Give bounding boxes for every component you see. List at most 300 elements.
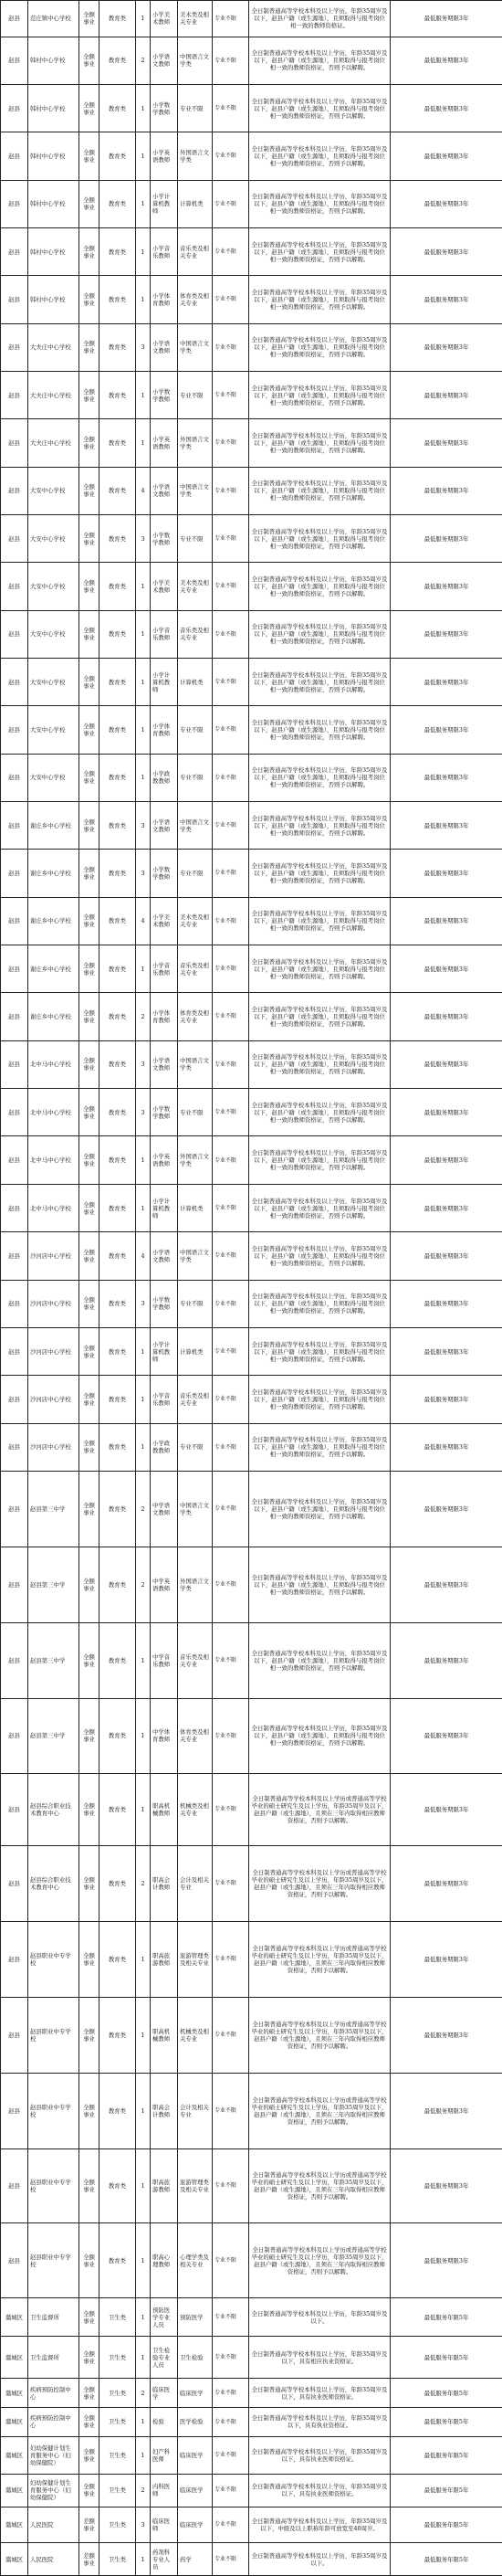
- funding-type-cell: 全额事业: [79, 1773, 99, 1845]
- category-cell: 教育类: [99, 1997, 136, 2073]
- category-cell: 教育类: [99, 1423, 136, 1471]
- table-row: [1, 1773, 502, 1845]
- requirements-cell: 全日制普通高等学校本科及以上学历或普通高等学校毕业的硕士研究生及以上学历，年龄35周岁及以下，赵县户籍（或生源地），且须在三年内取得相应教师资格证，否则予以解聘。: [249, 1997, 391, 2073]
- remarks-cell: 最低服务期限3年: [391, 1921, 502, 1997]
- unit-cell: 赵县职业中专学校: [28, 2148, 79, 2223]
- position-cell: 小学美术教师: [151, 1, 178, 37]
- funding-type-cell: 全额事业: [79, 1997, 99, 2073]
- category-cell: 教育类: [99, 802, 136, 850]
- major-cell: 中国语言文学类: [178, 1040, 213, 1088]
- major-cell: 专业不限: [178, 515, 213, 563]
- major-requirement-cell: 专业不限: [213, 323, 249, 371]
- major-requirement-cell: 专业不限: [213, 2543, 249, 2576]
- unit-cell: 谢庄乡中心学校: [28, 802, 79, 850]
- unit-cell: 赵县第三中学: [28, 1471, 79, 1547]
- major-cell: 计算机类: [178, 180, 213, 227]
- funding-type-cell: 差额事业: [79, 2543, 99, 2576]
- county-cell: 藁城区: [1, 2474, 28, 2507]
- unit-cell: 大安中心学校: [28, 659, 79, 706]
- major-requirement-cell: 专业不限: [213, 2298, 249, 2337]
- county-cell: 赵县: [1, 850, 28, 897]
- requirements-cell: 全日制普通高等学校本科及以上学历，年龄35周岁及以下，赵县户籍（或生源地），且须取得与报考岗位相一致的教师资格证，否则予以解聘。: [249, 563, 391, 610]
- funding-type-cell: 全额事业: [79, 227, 99, 275]
- county-cell: 赵县: [1, 1997, 28, 2073]
- remarks-cell: 最低服务期限3年: [391, 850, 502, 897]
- unit-cell: 赵县综合职业技术教育中心: [28, 1773, 79, 1845]
- funding-type-cell: 全额事业: [79, 1089, 99, 1136]
- major-cell: 中国语言文学类: [178, 323, 213, 371]
- count-cell: 2: [136, 1471, 151, 1547]
- major-cell: 中国语言文学类: [178, 1232, 213, 1280]
- major-cell: 会计及相关专业: [178, 2073, 213, 2148]
- requirements-cell: 全日制普通高等学校本科及以上学历，年龄35周岁及以下，赵县户籍（或生源地），且须取得与报考岗位相一致的教师资格证，否则予以解聘。: [249, 132, 391, 180]
- unit-cell: 卫生监督所: [28, 2337, 79, 2379]
- position-cell: 小学美术教师: [151, 563, 178, 610]
- remarks-cell: 最低服务年限5年: [391, 2298, 502, 2337]
- unit-cell: 大安中心学校: [28, 610, 79, 658]
- unit-cell: 谢庄乡中心学校: [28, 850, 79, 897]
- funding-type-cell: 全额事业: [79, 1184, 99, 1231]
- table-row: [1, 2148, 502, 2223]
- category-cell: 教育类: [99, 1136, 136, 1184]
- funding-type-cell: 全额事业: [79, 2298, 99, 2337]
- county-cell: 赵县: [1, 1280, 28, 1327]
- count-cell: 1: [136, 2148, 151, 2223]
- category-cell: 教育类: [99, 1845, 136, 1921]
- county-cell: 赵县: [1, 1376, 28, 1423]
- unit-cell: 范庄镇中心学校: [28, 1, 79, 37]
- requirements-cell: 全日制普通高等学校本科及以上学历，年龄35周岁及以下，赵县户籍（或生源地），且须取得与报考岗位相一致的教师资格证，否则予以解聘。: [249, 37, 391, 84]
- count-cell: 1: [136, 276, 151, 323]
- position-cell: 临床医学: [151, 2379, 178, 2408]
- funding-type-cell: 全额事业: [79, 897, 99, 945]
- major-requirement-cell: 专业不限: [213, 467, 249, 514]
- major-cell: 体育类及相关专业: [178, 1698, 213, 1773]
- county-cell: 赵县: [1, 706, 28, 754]
- position-cell: 小学体育教师: [151, 276, 178, 323]
- remarks-cell: 最低服务年限5年: [391, 2543, 502, 2576]
- position-cell: 小学语文教师: [151, 37, 178, 84]
- requirements-cell: 全日制普通高等学校本科及以上学历，年龄35周岁及以下。: [249, 2298, 391, 2337]
- major-cell: 外国语言文学类: [178, 1547, 213, 1622]
- major-cell: 中国语言文学类: [178, 1471, 213, 1547]
- county-cell: 赵县: [1, 659, 28, 706]
- position-cell: 中学英语教师: [151, 1547, 178, 1622]
- major-cell: 会计及相关专业: [178, 1845, 213, 1921]
- requirements-cell: 全日制普通高等学校本科及以上学历，年龄35周岁及以下，赵县户籍（或生源地），且须取得与报考岗位相一致的教师资格证，否则予以解聘。: [249, 897, 391, 945]
- position-cell: 小学计算机教师: [151, 1184, 178, 1231]
- position-cell: 妇产科医师: [151, 2436, 178, 2474]
- funding-type-cell: 全额事业: [79, 84, 99, 132]
- unit-cell: 疾病预防控制中心: [28, 2408, 79, 2437]
- table-row: [1, 371, 502, 418]
- count-cell: 1: [136, 1423, 151, 1471]
- requirements-cell: 全日制普通高等学校本科及以上学历，年龄35周岁及以下，赵县户籍（或生源地），且须取得与报考岗位相一致的教师资格证，否则予以解聘。: [249, 180, 391, 227]
- major-requirement-cell: 专业不限: [213, 37, 249, 84]
- table-row: [1, 2436, 502, 2474]
- funding-type-cell: 全额事业: [79, 2223, 99, 2298]
- table-row: [1, 515, 502, 563]
- position-cell: 小学英语教师: [151, 1136, 178, 1184]
- count-cell: 1: [136, 754, 151, 801]
- requirements-cell: 全日制普通高等学校本科及以上学历，年龄35周岁及以下，具有执业医师资格证。: [249, 2474, 391, 2507]
- unit-cell: 大夫庄中心学校: [28, 419, 79, 467]
- unit-cell: 大安中心学校: [28, 706, 79, 754]
- major-requirement-cell: 专业不限: [213, 180, 249, 227]
- county-cell: 赵县: [1, 610, 28, 658]
- position-cell: 小学数学教师: [151, 1089, 178, 1136]
- count-cell: 2: [136, 37, 151, 84]
- position-cell: 小学体育教师: [151, 993, 178, 1040]
- unit-cell: 妇幼保健计划生育服务中心（妇幼保健院）: [28, 2474, 79, 2507]
- funding-type-cell: 全额事业: [79, 1280, 99, 1327]
- major-requirement-cell: 专业不限: [213, 1089, 249, 1136]
- requirements-cell: 全日制普通高等学校本科及以上学历或普通高等学校毕业的硕士研究生及以上学历，年龄35周岁及以下，赵县户籍（或生源地），且须在三年内取得相应教师资格证，否则予以解聘。: [249, 2223, 391, 2298]
- major-requirement-cell: 专业不限: [213, 802, 249, 850]
- count-cell: 1: [136, 2073, 151, 2148]
- table-row: [1, 227, 502, 275]
- funding-type-cell: 全额事业: [79, 371, 99, 418]
- position-cell: 小学语文教师: [151, 467, 178, 514]
- position-cell: 小学语文教师: [151, 802, 178, 850]
- major-requirement-cell: 专业不限: [213, 706, 249, 754]
- table-row: [1, 1136, 502, 1184]
- remarks-cell: 最低服务期限3年: [391, 1547, 502, 1622]
- unit-cell: 北中马中心学校: [28, 1040, 79, 1088]
- count-cell: 1: [136, 180, 151, 227]
- major-cell: 外国语言文学类: [178, 419, 213, 467]
- position-cell: 小学数学教师: [151, 371, 178, 418]
- table-row: [1, 802, 502, 850]
- table-row: [1, 2507, 502, 2543]
- position-cell: 小学音乐教师: [151, 1376, 178, 1423]
- position-cell: 小学数学教师: [151, 850, 178, 897]
- remarks-cell: 最低服务期限3年: [391, 2073, 502, 2148]
- table-row: [1, 2073, 502, 2148]
- major-requirement-cell: 专业不限: [213, 2337, 249, 2379]
- major-requirement-cell: 专业不限: [213, 993, 249, 1040]
- funding-type-cell: 全额事业: [79, 850, 99, 897]
- category-cell: 教育类: [99, 1698, 136, 1773]
- remarks-cell: 最低服务期限3年: [391, 1232, 502, 1280]
- position-cell: 检验: [151, 2408, 178, 2437]
- major-requirement-cell: 专业不限: [213, 515, 249, 563]
- table-row: [1, 850, 502, 897]
- category-cell: 教育类: [99, 1, 136, 37]
- major-cell: 音乐类及相关专业: [178, 1376, 213, 1423]
- county-cell: 赵县: [1, 84, 28, 132]
- position-cell: 职高机械教师: [151, 1773, 178, 1845]
- funding-type-cell: 全额事业: [79, 2436, 99, 2474]
- funding-type-cell: 全额事业: [79, 323, 99, 371]
- county-cell: 赵县: [1, 323, 28, 371]
- county-cell: 赵县: [1, 1089, 28, 1136]
- category-cell: 卫生类: [99, 2408, 136, 2437]
- county-cell: 藁城区: [1, 2379, 28, 2408]
- category-cell: 卫生类: [99, 2474, 136, 2507]
- unit-cell: 沙河店中心学校: [28, 1280, 79, 1327]
- remarks-cell: 最低服务期限3年: [391, 1184, 502, 1231]
- count-cell: 1: [136, 1773, 151, 1845]
- major-cell: 专业不限: [178, 1423, 213, 1471]
- position-cell: 小学语文教师: [151, 323, 178, 371]
- major-requirement-cell: 专业不限: [213, 1997, 249, 2073]
- major-cell: 计算机类: [178, 1184, 213, 1231]
- remarks-cell: 最低服务期限3年: [391, 227, 502, 275]
- category-cell: 教育类: [99, 371, 136, 418]
- position-cell: 小学英语教师: [151, 419, 178, 467]
- funding-type-cell: 全额事业: [79, 993, 99, 1040]
- remarks-cell: 最低服务期限3年: [391, 563, 502, 610]
- county-cell: 赵县: [1, 467, 28, 514]
- requirements-cell: 全日制普通高等学校本科及以上学历或普通高等学校毕业的硕士研究生及以上学历，年龄35周岁及以下，赵县户籍（或生源地），且须在三年内取得相应教师资格证，否则予以解聘。: [249, 1921, 391, 1997]
- requirements-cell: 全日制普通高等学校本科及以上学历，年龄35周岁及以下。: [249, 2543, 391, 2576]
- requirements-cell: 全日制普通高等学校本科及以上学历，年龄35周岁及以下，赵县户籍（或生源地），且须取得与报考岗位相一致的教师资格证，否则予以解聘。: [249, 1136, 391, 1184]
- category-cell: 教育类: [99, 1280, 136, 1327]
- position-cell: 小学政教教师: [151, 1423, 178, 1471]
- requirements-cell: 全日制普通高等学校本科及以上学历，年龄35周岁及以下，赵县户籍（或生源地），且须取得与报考岗位相一致的教师资格证，否则予以解聘。: [249, 1423, 391, 1471]
- table-row: [1, 1997, 502, 2073]
- position-cell: 小学英语教师: [151, 132, 178, 180]
- remarks-cell: 最低服务期限3年: [391, 180, 502, 227]
- count-cell: 1: [136, 1376, 151, 1423]
- remarks-cell: 最低服务期限3年: [391, 1089, 502, 1136]
- remarks-cell: 最低服务期限3年: [391, 515, 502, 563]
- table-row: [1, 1232, 502, 1280]
- count-cell: 1: [136, 2337, 151, 2379]
- table-row: [1, 84, 502, 132]
- remarks-cell: 最低服务期限3年: [391, 467, 502, 514]
- category-cell: 教育类: [99, 276, 136, 323]
- remarks-cell: 最低服务期限3年: [391, 323, 502, 371]
- category-cell: 教育类: [99, 1547, 136, 1622]
- county-cell: 赵县: [1, 1232, 28, 1280]
- table-row: [1, 1921, 502, 1997]
- funding-type-cell: 全额事业: [79, 2337, 99, 2379]
- major-requirement-cell: 专业不限: [213, 1280, 249, 1327]
- major-cell: 中国语言文学类: [178, 37, 213, 84]
- remarks-cell: 最低服务期限3年: [391, 37, 502, 84]
- position-cell: 小学音乐教师: [151, 610, 178, 658]
- count-cell: 1: [136, 563, 151, 610]
- major-requirement-cell: 专业不限: [213, 2474, 249, 2507]
- unit-cell: 韩村中心学校: [28, 37, 79, 84]
- unit-cell: 沙河店中心学校: [28, 1327, 79, 1375]
- category-cell: 卫生类: [99, 2298, 136, 2337]
- funding-type-cell: 全额事业: [79, 37, 99, 84]
- position-cell: 小学音乐教师: [151, 227, 178, 275]
- unit-cell: 韩村中心学校: [28, 84, 79, 132]
- position-cell: 小学音乐教师: [151, 945, 178, 993]
- remarks-cell: 最低服务期限3年: [391, 1040, 502, 1088]
- count-cell: 1: [136, 2223, 151, 2298]
- remarks-cell: 最低服务期限3年: [391, 84, 502, 132]
- county-cell: 赵县: [1, 754, 28, 801]
- funding-type-cell: 全额事业: [79, 1622, 99, 1698]
- unit-cell: 赵县第三中学: [28, 1547, 79, 1622]
- major-cell: 音乐类及相关专业: [178, 1622, 213, 1698]
- count-cell: 1: [136, 1921, 151, 1997]
- count-cell: 1: [136, 1622, 151, 1698]
- county-cell: 藁城区: [1, 2408, 28, 2437]
- county-cell: 赵县: [1, 180, 28, 227]
- major-requirement-cell: 专业不限: [213, 1232, 249, 1280]
- unit-cell: 赵县综合职业技术教育中心: [28, 1845, 79, 1921]
- category-cell: 教育类: [99, 1327, 136, 1375]
- position-cell: 职高旅游教师: [151, 1921, 178, 1997]
- unit-cell: 沙河店中心学校: [28, 1376, 79, 1423]
- requirements-cell: 全日制普通高等学校本科及以上学历，年龄35周岁及以下，赵县户籍（或生源地），且须取得与报考岗位相一致的教师资格证，否则予以解聘。: [249, 945, 391, 993]
- county-cell: 赵县: [1, 945, 28, 993]
- remarks-cell: 最低服务年限5年: [391, 2379, 502, 2408]
- table-row: [1, 754, 502, 801]
- count-cell: 2: [136, 993, 151, 1040]
- remarks-cell: 最低服务期限3年: [391, 897, 502, 945]
- remarks-cell: 最低服务期限3年: [391, 1773, 502, 1845]
- table-body: [1, 1, 502, 2576]
- category-cell: 教育类: [99, 659, 136, 706]
- remarks-cell: 最低服务期限3年: [391, 1423, 502, 1471]
- major-cell: 预防医学: [178, 2298, 213, 2337]
- unit-cell: 卫生监督所: [28, 2298, 79, 2337]
- category-cell: 卫生类: [99, 2543, 136, 2576]
- position-cell: 小学数学教师: [151, 515, 178, 563]
- table-row: [1, 180, 502, 227]
- funding-type-cell: 全额事业: [79, 1327, 99, 1375]
- remarks-cell: 最低服务期限3年: [391, 371, 502, 418]
- position-cell: 小学计算机教师: [151, 180, 178, 227]
- remarks-cell: 最低服务期限3年: [391, 706, 502, 754]
- major-cell: 音乐类及相关专业: [178, 610, 213, 658]
- county-cell: 赵县: [1, 132, 28, 180]
- unit-cell: 赵县职业中专学校: [28, 2073, 79, 2148]
- major-requirement-cell: 专业不限: [213, 2379, 249, 2408]
- requirements-cell: 全日制普通高等学校本科及以上学历，年龄35周岁及以下，中级及以上职称年龄可放宽至40周岁。: [249, 2507, 391, 2543]
- table-row: [1, 419, 502, 467]
- category-cell: 教育类: [99, 2073, 136, 2148]
- position-cell: 职高会计教师: [151, 2073, 178, 2148]
- remarks-cell: 最低服务期限3年: [391, 802, 502, 850]
- major-cell: 体育类及相关专业: [178, 993, 213, 1040]
- table-row: [1, 467, 502, 514]
- category-cell: 教育类: [99, 37, 136, 84]
- remarks-cell: 最低服务期限3年: [391, 1327, 502, 1375]
- unit-cell: 谢庄乡中心学校: [28, 945, 79, 993]
- major-requirement-cell: 专业不限: [213, 1921, 249, 1997]
- remarks-cell: 最低服务期限3年: [391, 1136, 502, 1184]
- funding-type-cell: 全额事业: [79, 2073, 99, 2148]
- category-cell: 教育类: [99, 1232, 136, 1280]
- county-cell: 赵县: [1, 419, 28, 467]
- unit-cell: 大安中心学校: [28, 754, 79, 801]
- major-cell: 中国语言文学类: [178, 802, 213, 850]
- major-requirement-cell: 专业不限: [213, 371, 249, 418]
- table-row: [1, 2474, 502, 2507]
- category-cell: 教育类: [99, 419, 136, 467]
- requirements-cell: 全日制普通高等学校本科及以上学历，年龄35周岁及以下，赵县户籍（或生源地），且须取得与报考岗位相一致的教师资格证，否则予以解聘。: [249, 1184, 391, 1231]
- remarks-cell: 最低服务期限3年: [391, 2148, 502, 2223]
- category-cell: 教育类: [99, 1921, 136, 1997]
- funding-type-cell: 全额事业: [79, 1136, 99, 1184]
- funding-type-cell: 全额事业: [79, 132, 99, 180]
- requirements-cell: 全日制普通高等学校本科及以上学历，年龄35周岁及以下，具有执业医师资格证。: [249, 2379, 391, 2408]
- major-requirement-cell: 专业不限: [213, 659, 249, 706]
- unit-cell: 疾病预防控制中心: [28, 2379, 79, 2408]
- requirements-cell: 全日制普通高等学校本科及以上学历，年龄35周岁及以下，赵县户籍（或生源地），且须取得与报考岗位相一致的教师资格证，否则予以解聘。: [249, 754, 391, 801]
- category-cell: 教育类: [99, 467, 136, 514]
- requirements-cell: 全日制普通高等学校本科及以上学历，年龄35周岁及以下，具有相应执业资格证。: [249, 2337, 391, 2379]
- table-row: [1, 1471, 502, 1547]
- major-requirement-cell: 专业不限: [213, 2408, 249, 2437]
- count-cell: 1: [136, 1698, 151, 1773]
- county-cell: 藁城区: [1, 2298, 28, 2337]
- requirements-cell: 全日制普通高等学校本科及以上学历，年龄35周岁及以下，赵县户籍（或生源地），且须取得与报考岗位相一致的教师资格证，否则予以解聘。: [249, 706, 391, 754]
- county-cell: 赵县: [1, 276, 28, 323]
- position-cell: 小学数学教师: [151, 1280, 178, 1327]
- requirements-cell: 全日制普通高等学校本科及以上学历，年龄35周岁及以下，赵县户籍（或生源地），且须取得与报考岗位相一致的教师资格证，否则予以解聘。: [249, 419, 391, 467]
- major-cell: 音乐类及相关专业: [178, 227, 213, 275]
- major-cell: 心理学类及相关专业: [178, 2223, 213, 2298]
- count-cell: 3: [136, 2507, 151, 2543]
- remarks-cell: 最低服务期限3年: [391, 419, 502, 467]
- count-cell: 1: [136, 1327, 151, 1375]
- requirements-cell: 全日制普通高等学校本科及以上学历或普通高等学校毕业的硕士研究生及以上学历，年龄35周岁及以下，赵县户籍（或生源地），且须在三年内取得相应教师资格证，否则予以解聘。: [249, 1845, 391, 1921]
- county-cell: 赵县: [1, 515, 28, 563]
- county-cell: 赵县: [1, 2223, 28, 2298]
- table-row: [1, 945, 502, 993]
- position-cell: 小学数学教师: [151, 84, 178, 132]
- unit-cell: 赵县职业中专学校: [28, 1921, 79, 1997]
- position-cell: 中学语文教师: [151, 1471, 178, 1547]
- requirements-cell: 全日制普通高等学校本科及以上学历，年龄35周岁及以下，具有执业医师资格证。: [249, 2436, 391, 2474]
- major-cell: 专业不限: [178, 706, 213, 754]
- major-requirement-cell: 专业不限: [213, 2436, 249, 2474]
- remarks-cell: 最低服务年限5年: [391, 2474, 502, 2507]
- county-cell: 藁城区: [1, 2543, 28, 2576]
- funding-type-cell: 全额事业: [79, 419, 99, 467]
- unit-cell: 韩村中心学校: [28, 227, 79, 275]
- count-cell: 2: [136, 1845, 151, 1921]
- major-requirement-cell: 专业不限: [213, 1327, 249, 1375]
- major-cell: 专业不限: [178, 850, 213, 897]
- remarks-cell: 最低服务期限3年: [391, 610, 502, 658]
- unit-cell: 韩村中心学校: [28, 276, 79, 323]
- remarks-cell: 最低服务期限3年: [391, 659, 502, 706]
- count-cell: 3: [136, 850, 151, 897]
- county-cell: 赵县: [1, 1423, 28, 1471]
- position-cell: 小学计算机教师: [151, 1327, 178, 1375]
- requirements-cell: 全日制普通高等学校本科及以上学历，年龄35周岁及以下，赵县户籍（或生源地），且须取得与报考岗位相一致的教师资格证，否则予以解聘。: [249, 1376, 391, 1423]
- county-cell: 赵县: [1, 1773, 28, 1845]
- unit-cell: 赵县第三中学: [28, 1698, 79, 1773]
- requirements-cell: 全日制普通高等学校本科及以上学历，年龄35周岁及以下，赵县户籍（或生源地），且须取得与报考岗位相一致的教师资格证，否则予以解聘。: [249, 802, 391, 850]
- funding-type-cell: 全额事业: [79, 659, 99, 706]
- requirements-cell: 全日制普通高等学校本科及以上学历，年龄35周岁及以下，赵县户籍（或生源地），且须取得与报考岗位相一致的教师资格证，否则予以解聘。: [249, 227, 391, 275]
- count-cell: 1: [136, 1136, 151, 1184]
- county-cell: 赵县: [1, 993, 28, 1040]
- table-row: [1, 2337, 502, 2379]
- major-requirement-cell: 专业不限: [213, 1423, 249, 1471]
- category-cell: 教育类: [99, 2223, 136, 2298]
- county-cell: 赵县: [1, 2148, 28, 2223]
- requirements-cell: 全日制普通高等学校本科及以上学历，年龄35周岁及以下，赵县户籍（或生源地），且须取得与报考岗位相一致的教师资格证，否则予以解聘。: [249, 323, 391, 371]
- major-requirement-cell: 专业不限: [213, 754, 249, 801]
- count-cell: 1: [136, 371, 151, 418]
- county-cell: 赵县: [1, 1184, 28, 1231]
- major-requirement-cell: 专业不限: [213, 2148, 249, 2223]
- major-requirement-cell: 专业不限: [213, 1376, 249, 1423]
- category-cell: 教育类: [99, 754, 136, 801]
